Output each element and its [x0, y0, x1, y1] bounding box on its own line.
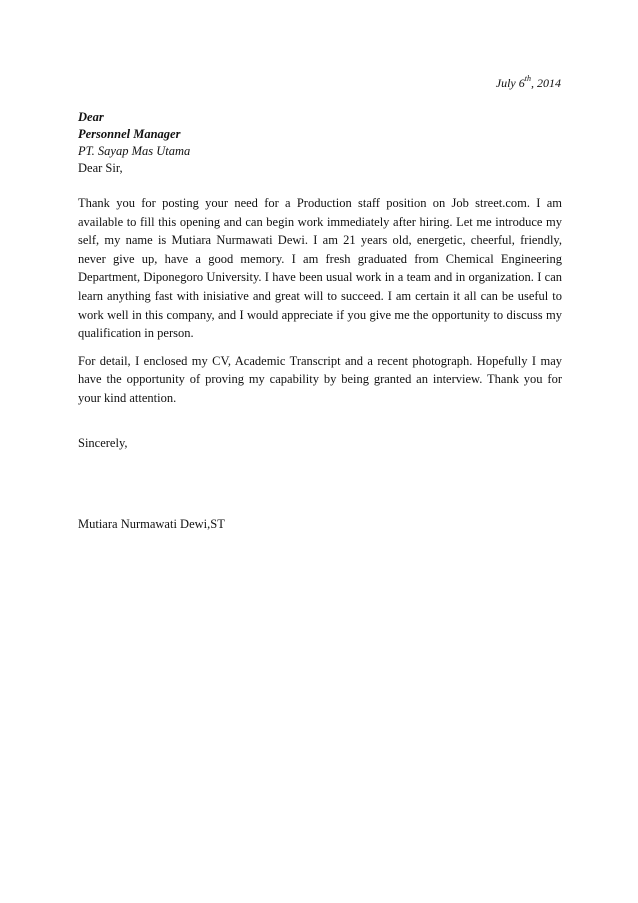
body-paragraph-2: For detail, I enclosed my CV, Academic Transcript and a recent photograph. Hopefully I may have the opportunity of proving my capability by being granted an interview. Thank you for your kind attention. — [78, 353, 562, 405]
date-ordinal-suffix: th — [524, 74, 531, 83]
salutation: Dear Sir, — [78, 161, 123, 175]
recipient-block — [78, 109, 562, 177]
signature-name: Mutiara Nurmawati Dewi,ST — [78, 517, 225, 531]
letter-date — [496, 76, 561, 91]
recipient-greeting: Dear — [78, 110, 104, 124]
date-prefix: July 6 — [495, 76, 525, 90]
recipient-title: Personnel Manager — [78, 127, 181, 141]
letter-body — [78, 194, 562, 417]
closing: Sincerely, — [78, 436, 128, 450]
recipient-company: PT. Sayap Mas Utama — [78, 144, 191, 158]
body-paragraph-1: Thank you for posting your need for a Production staff position on Job street.com. I am available to fill this opening and can begin work immediately after hiring. Let me introduce my self, my name is Mutiara Nurmawati Dewi. I am 21 years old, energetic, cheerful, friendly, never give up, have a good memory. I am fresh graduated from Chemical Engineering Department, Diponegoro University. I have been usual work in a team and in organization. I can learn anything fast with inisiative and great will to succeed. I am certain it all can be useful to work well in this company, and I would appreciate if you give me the opportunity to discuss my qualification in person. — [78, 196, 562, 341]
date-rest: , 2014 — [531, 76, 561, 90]
